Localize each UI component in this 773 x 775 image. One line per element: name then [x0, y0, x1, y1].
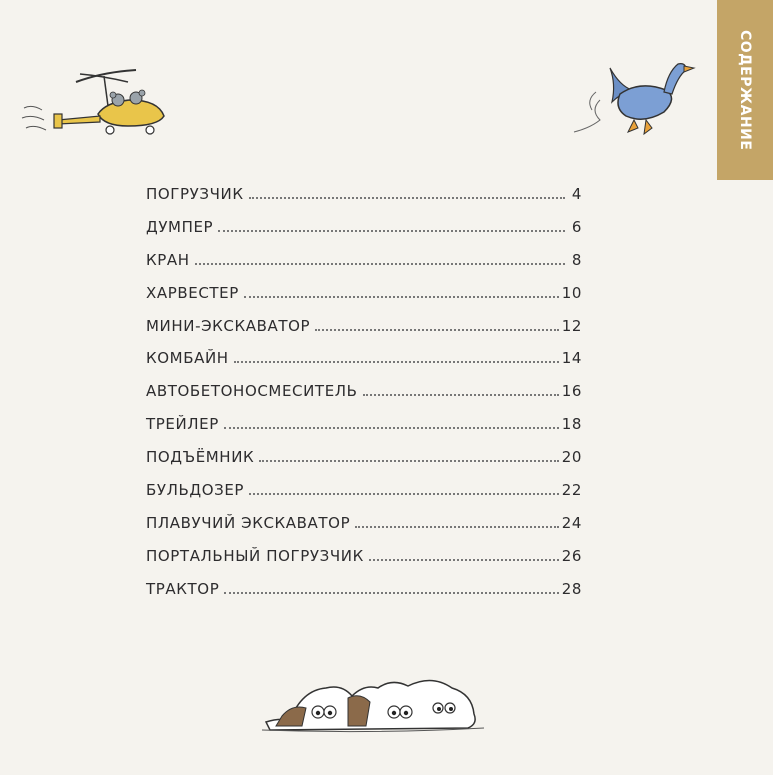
- toc-leader-dots: [195, 262, 565, 265]
- toc-leader-dots: [249, 492, 559, 495]
- toc-leader-dots: [355, 525, 558, 528]
- toc-leader-dots: [363, 393, 559, 396]
- toc-entry-page: 28: [561, 579, 582, 598]
- toc-entry-title: ТРАКТОР: [146, 579, 220, 598]
- toc-entry[interactable]: [146, 218, 582, 251]
- toc-entry-title: АВТОБЕТОНОСМЕСИТЕЛЬ: [146, 382, 358, 401]
- toc-leader-dots: [369, 558, 559, 561]
- section-tab-label: СОДЕРЖАНИЕ: [737, 29, 753, 151]
- toc-entry-page: 14: [561, 349, 582, 368]
- toc-entry-page: 10: [561, 283, 582, 302]
- flying-goose-icon: [560, 50, 700, 150]
- toc-entry-page: 4: [571, 185, 582, 203]
- toc-entry-title: ПОРТАЛЬНЫЙ ПОГРУЗЧИК: [146, 546, 364, 565]
- toc-entry[interactable]: [146, 415, 582, 448]
- toc-leader-dots: [234, 360, 559, 363]
- toc-entry-page: 12: [561, 316, 582, 335]
- toc-entry-title: КОМБАЙН: [146, 349, 229, 368]
- toc-entry[interactable]: [146, 514, 582, 547]
- toc-entry[interactable]: [146, 382, 582, 415]
- toc-entry[interactable]: [146, 580, 582, 613]
- toc-entry[interactable]: [146, 317, 582, 350]
- toc-entry-title: ПОДЪЁМНИК: [146, 448, 255, 467]
- toc-entry-page: 22: [561, 481, 582, 500]
- toc-entry-title: КРАН: [146, 250, 190, 269]
- toc-leader-dots: [218, 229, 565, 232]
- toc-entry[interactable]: [146, 481, 582, 514]
- toc-leader-dots: [244, 295, 559, 298]
- section-tab[interactable]: [717, 0, 773, 180]
- toc-leader-dots: [315, 328, 559, 331]
- peeking-sheep-icon: [262, 668, 484, 736]
- toc-entry-page: 16: [561, 382, 582, 401]
- toc-entry[interactable]: [146, 284, 582, 317]
- table-of-contents: [146, 185, 582, 613]
- toc-leader-dots: [224, 426, 559, 429]
- toc-entry-page: 26: [561, 546, 582, 565]
- toc-entry-page: 20: [561, 448, 582, 467]
- toc-entry-title: МИНИ-ЭКСКАВАТОР: [146, 316, 311, 335]
- toc-entry-page: 6: [571, 217, 582, 236]
- toc-entry-title: ДУМПЕР: [146, 217, 214, 236]
- toc-entry[interactable]: [146, 349, 582, 382]
- toc-entry-title: ПЛАВУЧИЙ ЭКСКАВАТОР: [146, 513, 351, 532]
- toc-leader-dots: [224, 591, 558, 594]
- toc-leader-dots: [249, 196, 565, 199]
- toc-entry-title: БУЛЬДОЗЕР: [146, 481, 245, 500]
- toc-leader-dots: [259, 459, 558, 462]
- toc-entry-page: 24: [561, 513, 582, 532]
- toc-entry[interactable]: [146, 547, 582, 580]
- toc-entry-title: ТРЕЙЛЕР: [146, 415, 219, 434]
- gyrocopter-mice-icon: [18, 62, 170, 142]
- toc-entry-title: ПОГРУЗЧИК: [146, 185, 244, 203]
- toc-entry[interactable]: [146, 448, 582, 481]
- toc-entry-title: ХАРВЕСТЕР: [146, 283, 239, 302]
- toc-entry[interactable]: [146, 185, 582, 218]
- toc-entry[interactable]: [146, 251, 582, 284]
- toc-entry-page: 18: [561, 415, 582, 434]
- toc-entry-page: 8: [571, 250, 582, 269]
